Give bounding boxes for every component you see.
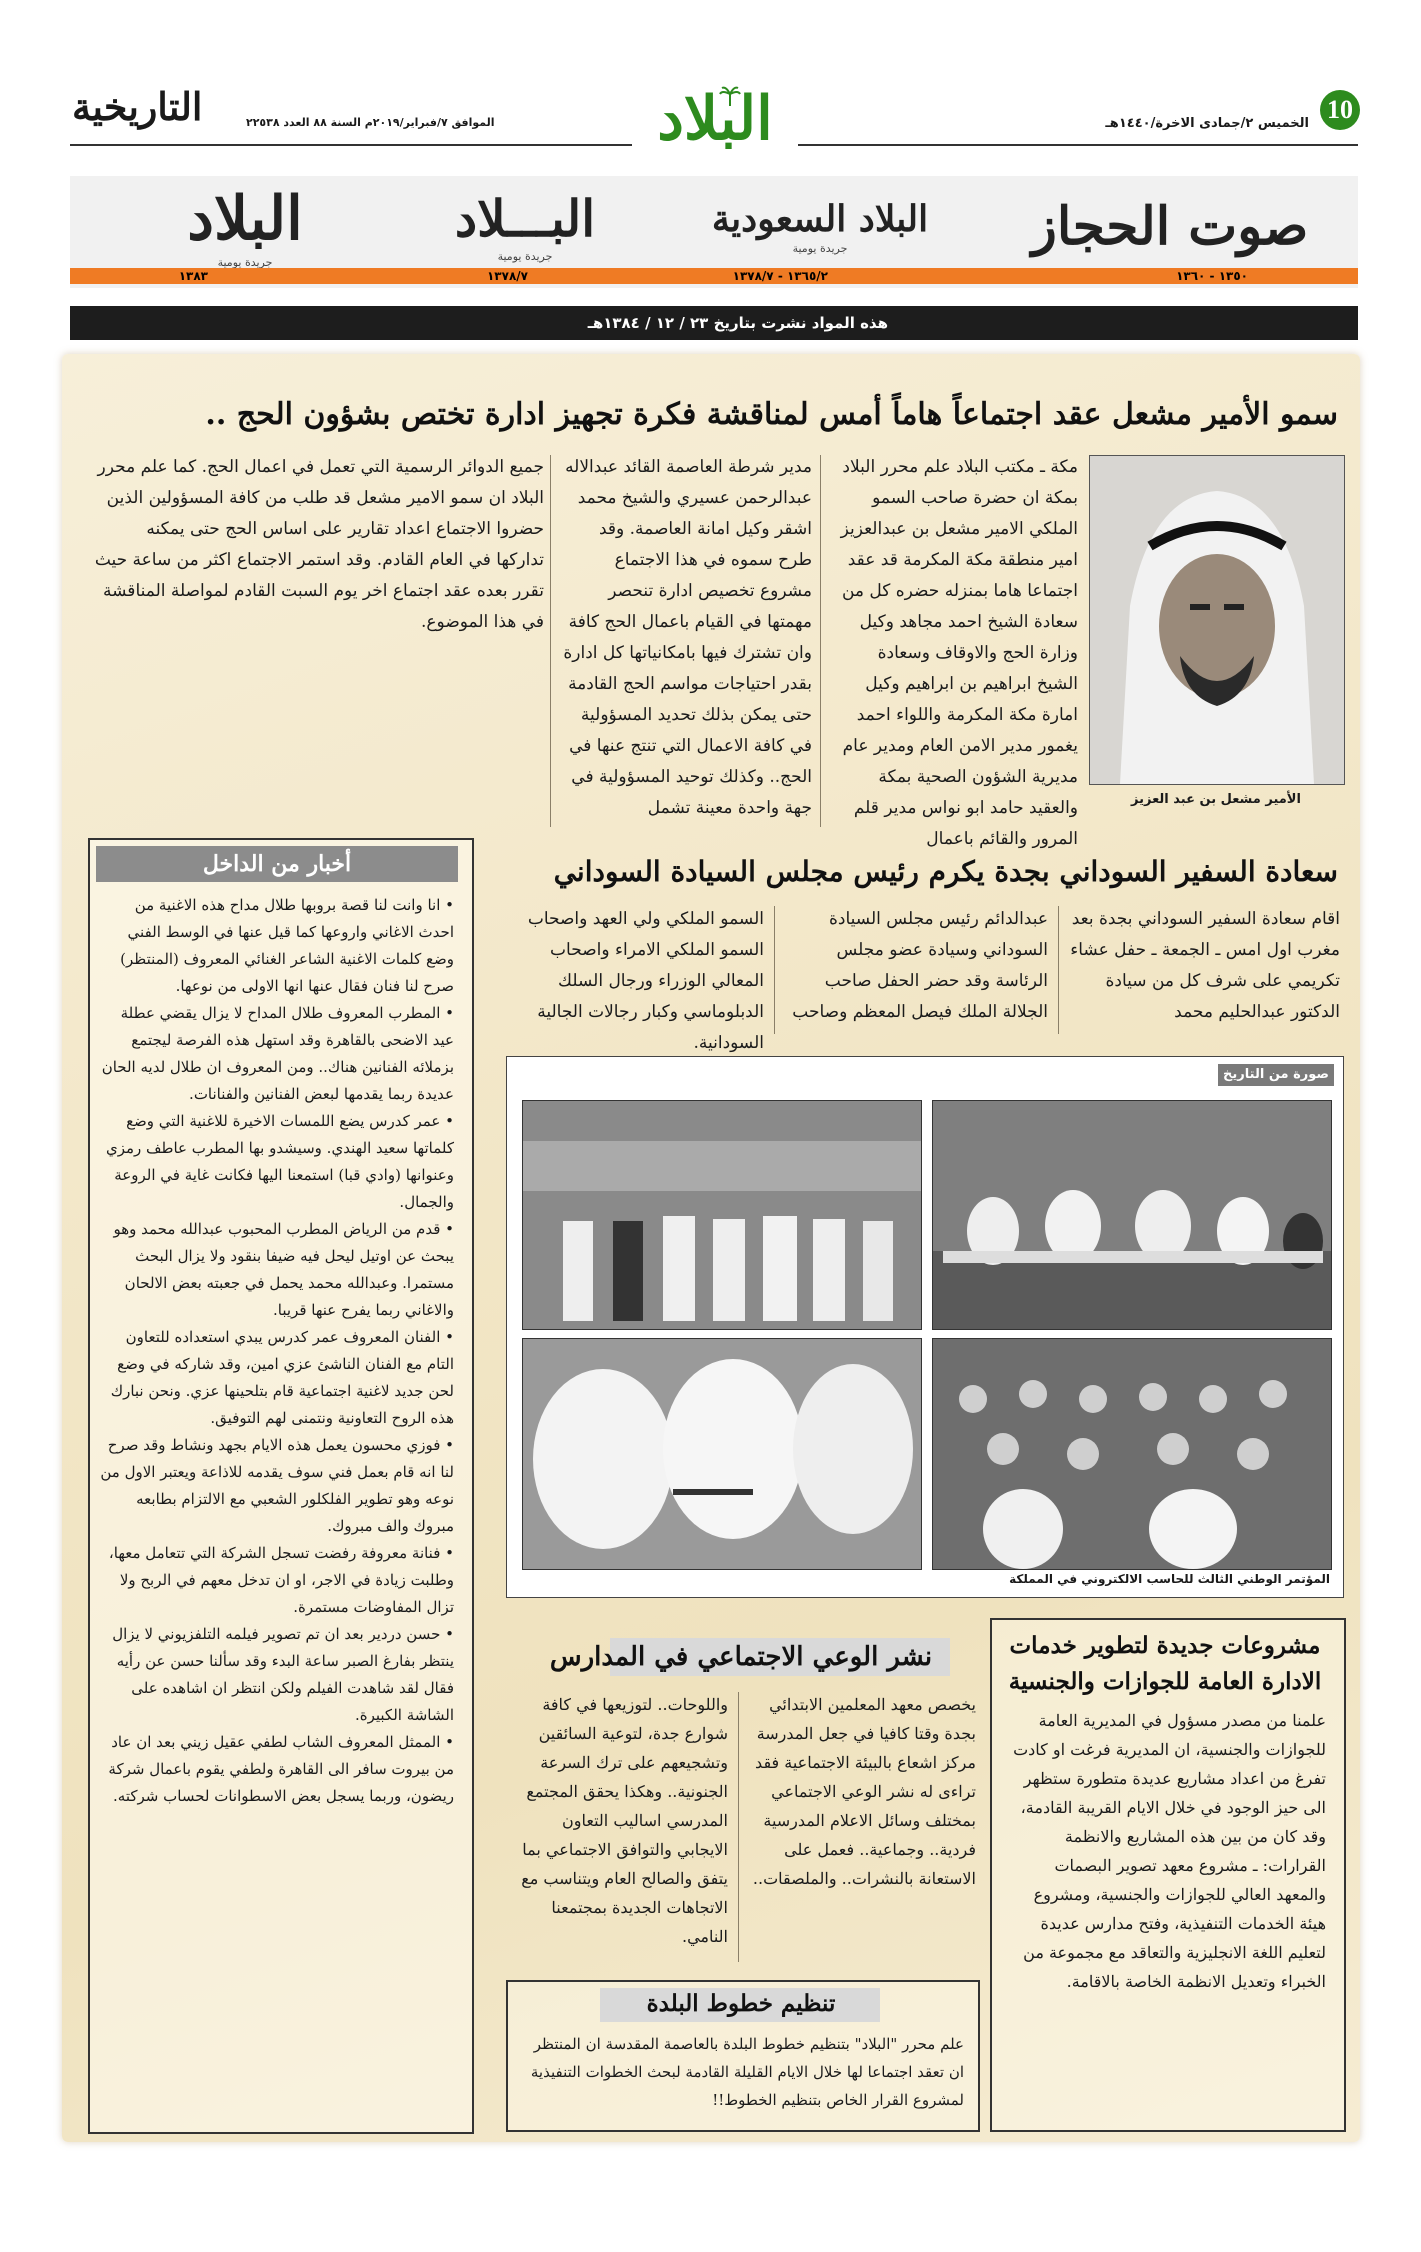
lead-headline: سمو الأمير مشعل عقد اجتماعاً هاماً أمس لمناقشة فكرة تجهيز ادارة تختص بشؤون الحج .. bbox=[205, 397, 1338, 432]
masthead-sawt-alhijaz: صوت الحجاز bbox=[1031, 195, 1309, 257]
masthead-albilad-1: البـــلاد جريدة يومية bbox=[454, 189, 596, 263]
masthead-albilad-alsaudia: البلاد السعودية جريدة يومية bbox=[711, 197, 929, 255]
page-number-badge: 10 bbox=[1320, 90, 1360, 130]
sudan-column-3: السمو الملكي ولي العهد واصحاب السمو الملكي الامراء واصحاب المعالي الوزراء ورجال السلك الدبلوماسي وكبار رجالات الجالية السودانية. bbox=[527, 909, 764, 1053]
archive-date-bar bbox=[70, 268, 1358, 284]
conference-photo bbox=[522, 1338, 922, 1570]
planning-body: علم محرر "البلاد" بتنظيم خطوط البلدة بالعاصمة المقدسة ان المنتظر ان تعقد اجتماعا لها خلال الايام القليلة القادمة لبحث الخطوات التنفيذية لمشروع القرار الخاص بتنظيم الخطوط!! bbox=[530, 2035, 964, 2109]
conference-photo bbox=[932, 1338, 1332, 1570]
conference-photo bbox=[932, 1100, 1332, 1330]
conference-photo bbox=[522, 1100, 922, 1330]
prince-portrait bbox=[1089, 455, 1345, 785]
photo-tag: صورة من التاريخ bbox=[1218, 1064, 1334, 1086]
passports-headline: مشروعات جديدة لتطوير خدمات الادارة العامة للجوازات والجنسية bbox=[1008, 1632, 1322, 1695]
passports-body: علمنا من مصدر مسؤول في المديرية العامة للجوازات والجنسية، ان المديرية فرغت او كادت تفرغ من اعداد مشاريع عديدة متطورة ستظهر الى حيز الوجود في خلال الايام القريبة القادمة، وقد كان من بين هذه المشاريع والانظمة القرارات: ـ مشروع معهد تصوير البصمات والمعهد العالي للجوازات والجنسية، ومشروع هيئة الخدمات التنفيذية، وفتح مدارس عديدة لتعليم اللغة الانجليزية والتعاقد مع مجموعة من الخبراء وتعديل الانظمة الخاصة بالاقامة. bbox=[1013, 1711, 1326, 1991]
schools-column-1: يخصص معهد المعلمين الابتدائي بجدة وقتا كافيا في جعل المدرسة مركز اشعاع بالبيئة الاجتماعية فقد تراءى له نشر الوعي الاجتماعي بمختلف وسائل الاعلام المدرسية فردية.. وجماعية.. فعمل على الاستعانة بالنشرات.. والملصقات.. bbox=[752, 1695, 976, 1888]
news-item: • فنانة معروفة رفضت تسجل الشركة التي تتعامل معها، وطلبت زيادة في الاجر، او ان تدخل معهم في الربح ولا تزال المفاوضات مستمرة. bbox=[108, 1544, 454, 1616]
archive-date: ١٣٨٣ bbox=[178, 269, 208, 283]
news-item: • فوزي محسون يعمل هذه الايام بجهد ونشاط وقد صرح لنا انه قام بعمل فني سوف يقدمه للاذاعة ويعتبر الاول من نوعه وهو تطوير الفلكلور الشعبي مع الالتزام بطابعه مبروك والف مبروك. bbox=[100, 1436, 454, 1535]
section-title: التاريخية bbox=[72, 84, 203, 129]
lead-column-3: جميع الدوائر الرسمية التي تعمل في اعمال الحج. كما علم محرر البلاد ان سمو الامير مشعل قد طلب من كافة المسؤولين الذين حضروا الاجتماع اعداد تقارير على اساس الحج حتى يمكنه تداركها في العام القادم. وقد استمر الاجتماع اكثر من ساعة حيث تقرر بعده عقد اجتماع اخر يوم السبت القادم لمواصلة المناقشة في هذا الموضوع. bbox=[94, 457, 544, 632]
schools-headline: نشر الوعي الاجتماعي في المدارس bbox=[549, 1642, 933, 1672]
albilad-logo: البلاد bbox=[657, 84, 773, 154]
issue-date-gregorian: الموافق ٧/فبراير/٢٠١٩م السنة ٨٨ العدد ٢٢٥٣٨ bbox=[246, 116, 495, 129]
news-item: • عمر كدرس يضع اللمسات الاخيرة للاغنية التي وضع كلماتها سعيد الهندي. وسيشدو بها المطرب عاطف رمزي وعنوانها (وادي قبا) استمعنا اليها فكانت غاية في الروعة والجمال. bbox=[105, 1112, 454, 1211]
issue-date-hijri: الخميس ٢/جمادى الاخرة/١٤٤٠هـ bbox=[1105, 116, 1309, 131]
palm-icon bbox=[718, 84, 742, 108]
lead-column-1: مكة ـ مكتب البلاد علم محرر البلاد بمكة ان حضرة صاحب السمو الملكي الامير مشعل بن عبدالعزيز امير منطقة مكة المكرمة قد عقد اجتماعا هاما بمنزله حضره كل من سعادة الشيخ احمد مجاهد وكيل وزارة الحج والاوقاف وسعادة الشيخ ابراهيم بن ابراهيم وكيل امارة مكة المكرمة واللواء احمد يغمور مدير الامن العام ومدير عام مديرية الشؤون الصحية بمكة والعقيد حامد ابو نواس مدير قلم المرور والقائم باعمال bbox=[840, 457, 1078, 849]
sudan-column-2: عبدالدائم رئيس مجلس السيادة السوداني وسيادة عضو مجلس الرئاسة وقد حضر الحفل صاحب الجلالة الملك فيصل المعظم وصاحب bbox=[792, 909, 1048, 1022]
planning-headline: تنظيم خطوط البلدة bbox=[646, 1990, 836, 2017]
schools-column-2: واللوحات.. لتوزيعها في كافة شوارع جدة، لتوعية السائقين وتشجيعهم على ترك السرعة الجنونية.. وهكذا يحقق المجتمع المدرسي اساليب التعاون الايجابي والتوافق الاجتماعي بما يتفق والصالح العام ويتناسب مع الاتجاهات الجديدة بمجتمعنا النامي. bbox=[521, 1695, 728, 1946]
archive-date: ١٣٦٥/٢ - ١٣٧٨/٧ bbox=[732, 269, 828, 283]
portrait-caption: الأمير مشعل بن عبد العزيز bbox=[1131, 792, 1301, 807]
news-item: • المطرب المعروف طلال المداح لا يزال يقضي عطلة عيد الاضحى بالقاهرة وقد استهل هذه الفرصة ليجتمع بزملائه الفنانين هناك.. ومن المعروف ان طلال لديه الحان عديدة ربما يقدمها لبعض الفنانين والفنانات. bbox=[101, 1004, 454, 1103]
archive-date: ١٣٥٠ - ١٣٦٠ bbox=[1176, 269, 1248, 283]
news-item: • انا وانت لنا قصة بروبها طلال مداح هذه الاغنية من احدث الاغاني واروعها كما قيل عنها في الوسط الفني وضع كلمات الاغنية الشاعر الغنائي المعروف (المنتظر) صرح لنا فنان فقال عنها انها الاولى من نوعها. bbox=[120, 896, 454, 995]
portrait-photo bbox=[1090, 456, 1344, 784]
news-item: • الفنان المعروف عمر كدرس يبدي استعداده للتعاون التام مع الفنان الناشئ عزي امين، وقد شاركه في وضع لحن جديد لاغنية اجتماعية قام بتلحينها عزي. ونحن نبارك هذه الروح التعاونية ونتمنى لهم التوفيق. bbox=[110, 1328, 454, 1427]
news-sidebar-title: أخبار من الداخل bbox=[96, 846, 458, 882]
lead-column-2: مدير شرطة العاصمة القائد عبدالاله عبدالرحمن عسيري والشيخ محمد اشقر وكيل امانة العاصمة. وقد طرح سموه في هذا الاجتماع مشروع تخصيص ادارة تنحصر مهمتها في القيام باعمال الحج كافة وان تشترك فيها بامكانياتها كل ادارة بقدر احتياجات مواسم الحج القادمة حتى يمكن بذلك تحديد المسؤولية في كافة الاعمال التي تنتج عنها في الحج.. وكذلك توحيد المسؤولية في جهة واحدة معينة تشمل bbox=[563, 457, 812, 818]
news-item: • الممثل المعروف الشاب لطفي عقيل زيني بعد ان عاد من بيروت سافر الى القاهرة ولطفي يقوم باعمال شركة ريضون، وربما يسجل بعض الاسطوانات لحساب شركته. bbox=[108, 1733, 454, 1805]
news-item: • قدم من الرياض المطرب المحبوب عبدالله محمد وهو يبحث عن اوتيل ليحل فيه ضيفا بنقود ولا يزال البحث مستمرا. وعبدالله محمد يحمل في جعبته بعض الالحان والاغاني ربما يفرح عنها قريبا. bbox=[113, 1220, 454, 1319]
publication-note: هذه المواد نشرت بتاريخ ٢٣ / ١٢ / ١٣٨٤هـ bbox=[70, 306, 1358, 340]
sudan-column-1: اقام سعادة السفير السوداني بجدة بعد مغرب اول امس ـ الجمعة ـ حفل عشاء تكريمي على شرف كل من سيادة الدكتور عبدالحليم محمد bbox=[1070, 909, 1340, 1022]
masthead-albilad-2: البلاد جريدة يومية bbox=[187, 183, 303, 269]
archive-date: ١٣٧٨/٧ bbox=[486, 269, 528, 283]
sudan-headline: سعادة السفير السوداني بجدة يكرم رئيس مجلس السيادة السوداني bbox=[553, 855, 1338, 888]
news-items bbox=[100, 892, 454, 1810]
news-item: • حسن دردير بعد ان تم تصوير فيلمه التلفزيوني لا يزال ينتظر بفارغ الصبر ساعة البدء وقد سألنا حسن عن رأيه فقال لقد شاهدت الفيلم ولكن انتظر ان اشاهده على الشاشة الكبيرة. bbox=[112, 1625, 454, 1724]
photo-caption: المؤتمر الوطني الثالث للحاسب الالكتروني في المملكة bbox=[1009, 1572, 1330, 1586]
